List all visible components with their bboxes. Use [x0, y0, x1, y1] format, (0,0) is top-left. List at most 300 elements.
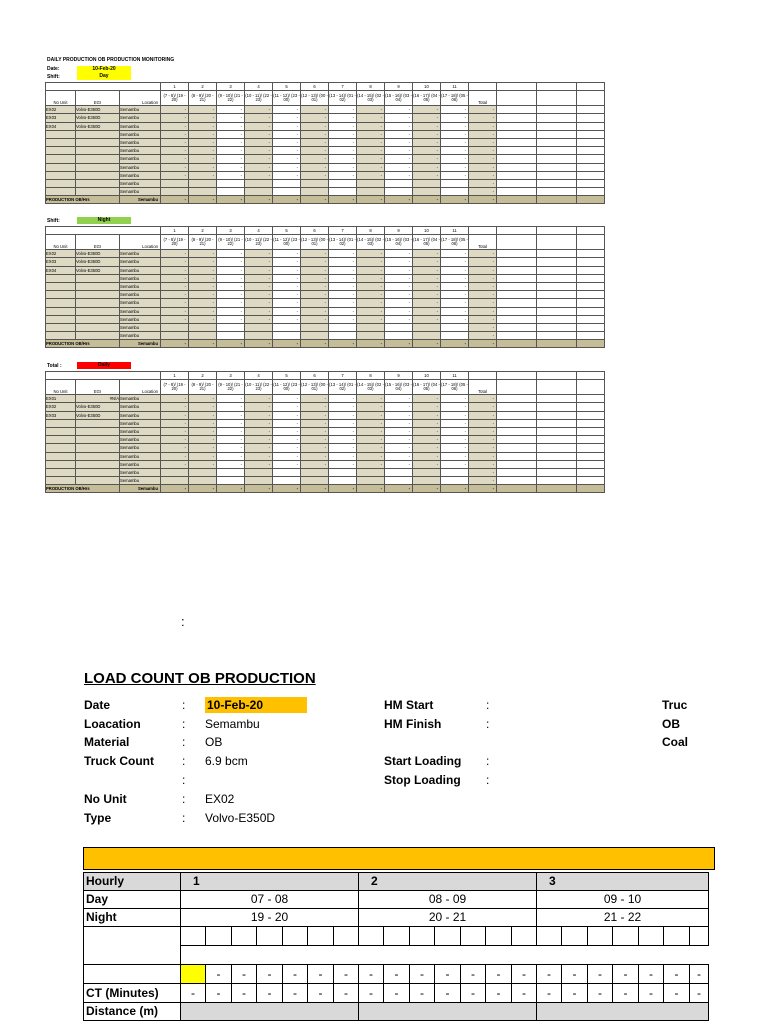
value-cell[interactable]: - [384, 965, 410, 984]
stray-colon: : [181, 614, 185, 629]
ct-cell[interactable]: - [486, 984, 512, 1003]
input-cell[interactable] [664, 946, 690, 965]
value-cell: - [329, 171, 357, 179]
production-value: - [217, 196, 245, 204]
unit-cell [46, 468, 76, 476]
input-cell[interactable] [537, 927, 562, 946]
hour-number: 10 [413, 227, 441, 235]
value-cell: - [245, 130, 273, 138]
table-row [46, 122, 605, 130]
ct-cell[interactable]: - [512, 984, 537, 1003]
value-cell: - [161, 258, 189, 266]
location-cell: Semambu [120, 452, 161, 460]
value-cell: - [357, 452, 385, 460]
value-cell[interactable]: - [588, 965, 613, 984]
input-cell[interactable] [588, 927, 613, 946]
input-cell[interactable] [308, 946, 334, 965]
hour-number: 8 [357, 83, 385, 91]
value-cell: - [357, 163, 385, 171]
value-cell[interactable] [181, 965, 206, 984]
value-cell[interactable]: - [690, 965, 709, 984]
production-row [46, 340, 605, 348]
value-cell [441, 188, 469, 196]
hour-range: (7 - 8)/ (19 - 20) [161, 91, 189, 106]
value-cell: - [217, 138, 245, 146]
hour-number: 11 [441, 372, 469, 380]
location-cell: Semambu [120, 155, 161, 163]
value-cell [329, 332, 357, 340]
production-value: - [273, 485, 301, 493]
hour-range: (13 - 14)/ (01 - 02) [329, 91, 357, 106]
value-cell [441, 332, 469, 340]
value-cell: - [245, 395, 273, 403]
value-cell: - [301, 171, 329, 179]
value-cell: - [189, 427, 217, 435]
production-value: - [273, 340, 301, 348]
value-cell [273, 332, 301, 340]
value-cell: - [329, 403, 357, 411]
egi-cell: Volvo-E350D [76, 403, 120, 411]
hour-number: 2 [189, 372, 217, 380]
value-cell: - [385, 122, 413, 130]
value-cell: - [245, 258, 273, 266]
total-cell: - [469, 114, 497, 122]
ct-cell[interactable]: - [181, 984, 206, 1003]
value-cell[interactable]: - [639, 965, 664, 984]
value-cell: - [301, 274, 329, 282]
egi-cell: Volvo-E350D [76, 122, 120, 130]
value-cell: - [301, 411, 329, 419]
input-cell[interactable] [613, 927, 639, 946]
value-cell[interactable]: - [334, 965, 359, 984]
egi-cell [76, 332, 120, 340]
value-cell[interactable]: - [664, 965, 690, 984]
value-cell: - [413, 122, 441, 130]
hour-range: (16 - 17)/ (04 - 05) [413, 235, 441, 250]
production-value: - [357, 340, 385, 348]
ct-label: CT (Minutes) [84, 984, 181, 1003]
location-cell: Semambu [120, 395, 161, 403]
ct-cell[interactable]: - [410, 984, 435, 1003]
hour-range: (11 - 12)/ (23 - 00) [273, 235, 301, 250]
location-cell: Semambu [120, 250, 161, 258]
ct-cell[interactable]: - [562, 984, 588, 1003]
egi-cell [76, 323, 120, 331]
header-row [46, 91, 605, 106]
ct-cell[interactable]: - [537, 984, 562, 1003]
total-cell: - [469, 427, 497, 435]
ct-cell[interactable]: - [461, 984, 486, 1003]
value-cell: - [385, 299, 413, 307]
value-cell: - [161, 307, 189, 315]
value-cell: - [189, 266, 217, 274]
location-cell: Semambu [120, 477, 161, 485]
value-cell: - [413, 427, 441, 435]
unit-cell: EX02 [46, 106, 76, 114]
value-cell[interactable]: - [308, 965, 334, 984]
hour-range: (17 - 18)/ (05 - 06) [441, 235, 469, 250]
input-cell[interactable] [384, 946, 410, 965]
field-label: Coal [662, 735, 689, 749]
hour-number-row [46, 227, 605, 235]
ct-cell[interactable]: - [206, 984, 232, 1003]
input-cell[interactable] [562, 946, 588, 965]
distance-cell[interactable] [537, 1003, 709, 1021]
value-cell: - [273, 460, 301, 468]
value-cell: - [189, 171, 217, 179]
value-cell: - [273, 138, 301, 146]
total-cell: - [469, 452, 497, 460]
input-cell[interactable] [206, 946, 232, 965]
table-row [46, 299, 605, 307]
value-cell: - [441, 147, 469, 155]
value-cell [329, 477, 357, 485]
value-cell: - [357, 122, 385, 130]
input-cell[interactable] [486, 927, 512, 946]
value-cell: - [273, 266, 301, 274]
input-cell[interactable] [435, 927, 461, 946]
value-cell: - [329, 411, 357, 419]
location-cell: Semambu [120, 171, 161, 179]
value-cell [245, 477, 273, 485]
value-cell: - [273, 452, 301, 460]
value-cell [441, 179, 469, 187]
value-cell [385, 323, 413, 331]
input-cell[interactable] [512, 927, 537, 946]
field-label: Material [84, 735, 130, 749]
value-cell[interactable]: - [435, 965, 461, 984]
input-cell[interactable] [537, 946, 562, 965]
value-cell: - [245, 452, 273, 460]
header-row [46, 380, 605, 395]
production-value: - [301, 485, 329, 493]
value-cell: - [357, 274, 385, 282]
production-label: PRODUCTION OB/Hrs [46, 196, 120, 204]
hour-range: (8 - 9)/ (20 - 21) [189, 380, 217, 395]
input-cell[interactable] [308, 927, 334, 946]
hour-number: 1 [161, 372, 189, 380]
value-cell: - [329, 130, 357, 138]
unit-cell [46, 315, 76, 323]
input-cell[interactable] [588, 946, 613, 965]
col-egi: EGI [76, 380, 120, 395]
table-row [46, 411, 605, 419]
value-cell: - [385, 427, 413, 435]
value-cell: - [217, 163, 245, 171]
hour-number: 4 [245, 227, 273, 235]
hour-range: (14 - 15)/ (02 - 03) [357, 91, 385, 106]
value-cell: - [273, 315, 301, 323]
value-cell [301, 468, 329, 476]
value-cell: - [273, 395, 301, 403]
input-cell[interactable] [486, 946, 512, 965]
table-row [46, 258, 605, 266]
value-cell: - [413, 106, 441, 114]
distance-cell[interactable] [359, 1003, 537, 1021]
input-cell[interactable] [334, 927, 359, 946]
production-value: - [161, 196, 189, 204]
value-cell: - [385, 452, 413, 460]
ct-cell[interactable]: - [664, 984, 690, 1003]
value-cell[interactable]: - [283, 965, 308, 984]
input-cell[interactable] [334, 946, 359, 965]
value-cell[interactable]: - [461, 965, 486, 984]
value-cell [273, 179, 301, 187]
value-cell: - [357, 299, 385, 307]
input-cell[interactable] [384, 927, 410, 946]
value-cell[interactable]: - [512, 965, 537, 984]
value-cell: - [161, 114, 189, 122]
value-cell [441, 468, 469, 476]
production-value: - [161, 485, 189, 493]
production-value: - [413, 196, 441, 204]
input-cell[interactable] [639, 927, 664, 946]
table-row [46, 452, 605, 460]
input-cell[interactable] [283, 927, 308, 946]
ct-cell[interactable]: - [359, 984, 384, 1003]
input-cell[interactable] [461, 946, 486, 965]
value-cell[interactable]: - [486, 965, 512, 984]
hour-range: (15 - 16)/ (03 - 04) [385, 91, 413, 106]
value-cell: - [189, 452, 217, 460]
value-cell: - [413, 299, 441, 307]
field-colon: : [182, 754, 186, 768]
unit-cell [46, 460, 76, 468]
production-value: - [189, 340, 217, 348]
input-cell[interactable] [410, 927, 435, 946]
value-cell: - [329, 291, 357, 299]
ct-cell[interactable]: - [639, 984, 664, 1003]
production-value: - [189, 485, 217, 493]
value-cell[interactable]: - [562, 965, 588, 984]
ct-cell[interactable]: - [334, 984, 359, 1003]
value-cell [161, 323, 189, 331]
field-label: Stop Loading [384, 773, 461, 787]
egi-cell [76, 130, 120, 138]
input-cell[interactable] [639, 946, 664, 965]
value-cell: - [413, 266, 441, 274]
field-label: Loacation [84, 717, 141, 731]
value-cell [357, 179, 385, 187]
value-cell: - [273, 122, 301, 130]
input-cell[interactable] [359, 946, 384, 965]
field-colon: : [182, 811, 186, 825]
value-cell [245, 179, 273, 187]
ct-cell[interactable]: - [435, 984, 461, 1003]
monitor-table-day [45, 82, 605, 204]
table-row [46, 147, 605, 155]
input-cell[interactable] [435, 946, 461, 965]
value-cell: - [413, 147, 441, 155]
value-cell: - [357, 419, 385, 427]
input-cell[interactable] [690, 927, 709, 946]
value-cell: - [301, 307, 329, 315]
unit-cell: EX04 [46, 266, 76, 274]
value-cell: - [301, 436, 329, 444]
hour-range: (17 - 18)/ (05 - 06) [441, 380, 469, 395]
unit-cell: EX03 [46, 411, 76, 419]
input-cell[interactable] [283, 946, 308, 965]
value-cell [357, 188, 385, 196]
value-cell: - [301, 122, 329, 130]
value-cell[interactable]: - [359, 965, 384, 984]
value-cell: - [385, 282, 413, 290]
hour-number: 7 [329, 83, 357, 91]
value-cell: - [161, 138, 189, 146]
value-cell: - [245, 114, 273, 122]
value-cell: - [301, 427, 329, 435]
value-cell[interactable]: - [206, 965, 232, 984]
value-cell[interactable]: - [410, 965, 435, 984]
location-cell: Semambu [120, 436, 161, 444]
monitor-title: DAILY PRODUCTION OB PRODUCTION MONITORING [47, 57, 175, 63]
value-cell[interactable]: - [613, 965, 639, 984]
value-cell[interactable]: - [232, 965, 257, 984]
value-cell: - [301, 250, 329, 258]
input-cell[interactable] [461, 927, 486, 946]
input-cell[interactable] [410, 946, 435, 965]
field-colon: : [486, 698, 490, 712]
value-cell: - [161, 106, 189, 114]
value-cell: - [161, 130, 189, 138]
field-colon: : [182, 717, 186, 731]
input-cell[interactable] [562, 927, 588, 946]
value-cell: - [189, 155, 217, 163]
input-cell[interactable] [664, 927, 690, 946]
value-cell[interactable]: - [257, 965, 283, 984]
value-cell: - [357, 155, 385, 163]
input-cell[interactable] [613, 946, 639, 965]
value-cell: - [189, 395, 217, 403]
col-total: Total [469, 380, 497, 395]
total-cell: - [469, 436, 497, 444]
egi-cell [76, 291, 120, 299]
production-value: - [245, 485, 273, 493]
value-cell: - [357, 460, 385, 468]
value-cell: - [189, 163, 217, 171]
value-cell[interactable]: - [537, 965, 562, 984]
unit-cell [46, 452, 76, 460]
production-location: Semambu [120, 485, 161, 493]
total-cell: - [469, 323, 497, 331]
input-cell[interactable] [512, 946, 537, 965]
value-cell: - [441, 427, 469, 435]
value-cell [329, 468, 357, 476]
value-cell: - [217, 147, 245, 155]
value-cell [161, 332, 189, 340]
ct-cell[interactable]: - [232, 984, 257, 1003]
field-label: OB [662, 717, 680, 731]
value-cell [413, 332, 441, 340]
input-cell[interactable] [181, 946, 206, 965]
ct-cell[interactable]: - [588, 984, 613, 1003]
total-cell: - [469, 250, 497, 258]
input-cell[interactable] [359, 927, 384, 946]
unit-cell: EX04 [46, 122, 76, 130]
table-row [46, 171, 605, 179]
value-cell: - [161, 427, 189, 435]
egi-cell: Volvo-E350D [76, 114, 120, 122]
ct-cell[interactable]: - [308, 984, 334, 1003]
monitor-table-daily [45, 371, 605, 493]
input-cell[interactable] [690, 946, 709, 965]
value-cell: - [329, 138, 357, 146]
input-cell[interactable] [257, 927, 283, 946]
value-cell: - [301, 114, 329, 122]
ct-cell[interactable]: - [257, 984, 283, 1003]
unit-cell [46, 147, 76, 155]
egi-cell [76, 419, 120, 427]
location-cell: Semambu [120, 411, 161, 419]
value-cell: - [441, 452, 469, 460]
hour-number: 11 [441, 83, 469, 91]
total-cell: - [469, 395, 497, 403]
value-cell: - [273, 427, 301, 435]
table-row [46, 419, 605, 427]
value-cell: - [385, 114, 413, 122]
distance-cell[interactable] [181, 1003, 359, 1021]
value-cell: - [413, 444, 441, 452]
value-cell: - [301, 138, 329, 146]
input-cell[interactable] [232, 927, 257, 946]
ct-cell[interactable]: - [613, 984, 639, 1003]
value-cell: - [357, 395, 385, 403]
ct-cell[interactable]: - [690, 984, 709, 1003]
value-cell: - [301, 266, 329, 274]
value-cell [301, 188, 329, 196]
value-cell: - [385, 130, 413, 138]
value-cell: - [441, 266, 469, 274]
col-location: Location [120, 235, 161, 250]
input-cell[interactable] [232, 946, 257, 965]
production-value: - [413, 340, 441, 348]
input-cell[interactable] [257, 946, 283, 965]
input-cell[interactable] [181, 927, 206, 946]
unit-cell: EX02 [46, 403, 76, 411]
field-value: OB [205, 735, 223, 749]
value-cell: - [357, 258, 385, 266]
value-cell: - [217, 299, 245, 307]
hour-number: 8 [357, 227, 385, 235]
value-cell: - [217, 315, 245, 323]
hour-range: (10 - 11)/ (22 - 23) [245, 380, 273, 395]
total-cell: - [469, 460, 497, 468]
egi-cell [76, 436, 120, 444]
production-value: - [469, 196, 497, 204]
production-value: - [357, 196, 385, 204]
value-cell: - [357, 147, 385, 155]
value-cell: - [441, 274, 469, 282]
location-cell: Semambu [120, 138, 161, 146]
value-cell [329, 179, 357, 187]
table-row [46, 291, 605, 299]
total-cell: - [469, 307, 497, 315]
unit-cell [46, 274, 76, 282]
hour-range: (9 - 10)/ (21 - 22) [217, 380, 245, 395]
production-label: PRODUCTION OB/Hrs [46, 340, 120, 348]
unit-cell [46, 130, 76, 138]
hour-range: (11 - 12)/ (23 - 00) [273, 91, 301, 106]
egi-cell [76, 147, 120, 155]
ct-cell[interactable]: - [384, 984, 410, 1003]
dash-row [84, 965, 709, 984]
egi-cell [76, 477, 120, 485]
table-row [46, 282, 605, 290]
location-cell: Semambu [120, 266, 161, 274]
input-cell[interactable] [206, 927, 232, 946]
egi-cell [76, 274, 120, 282]
ct-cell[interactable]: - [283, 984, 308, 1003]
